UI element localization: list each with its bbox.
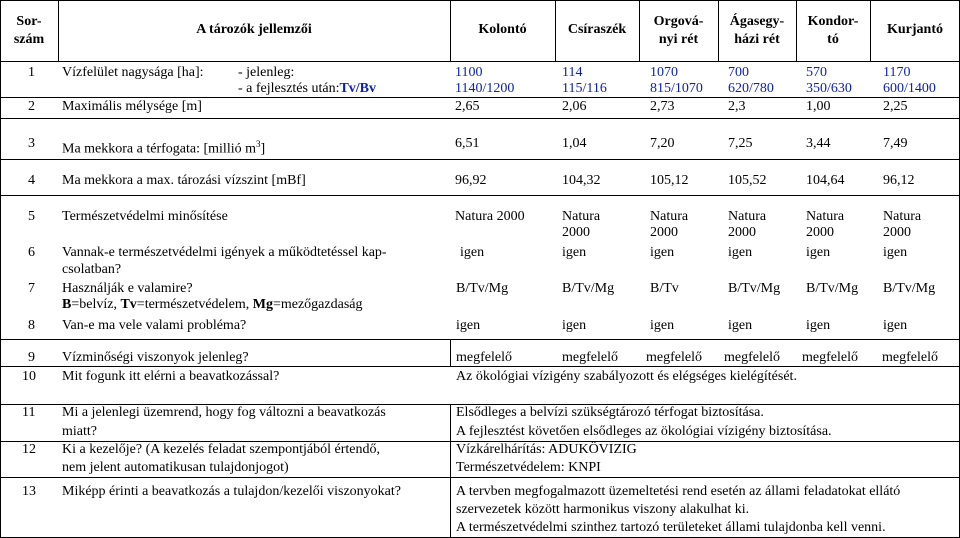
row5-kondorto-l2: 2000: [806, 225, 834, 240]
row1-now-orgovanyi: 1070: [650, 65, 678, 80]
row1-sub-dev-prefix: - a fejlesztés után:: [238, 81, 340, 96]
row5-csiraszek-l1: Natura: [562, 209, 601, 224]
header-reservoir-orgovanyi-l1: Orgová-: [653, 14, 704, 29]
row12-number: 12: [22, 442, 36, 457]
row1-dev-csiraszek: 115/116: [562, 81, 607, 96]
row7-legend-key-b: B: [62, 297, 72, 312]
row7-legend-text-tv: =természetvédelem,: [136, 297, 253, 312]
row1-sub-dev-abbr: Tv/Bv: [339, 81, 377, 96]
row8-label: Van-e ma vele valami probléma?: [62, 318, 247, 333]
row4-number: 4: [28, 173, 35, 188]
row3-csiraszek: 1,04: [562, 136, 587, 151]
row5-kurjanto-l1: Natura: [883, 209, 922, 224]
row7-number: 7: [28, 281, 35, 296]
row2-csiraszek: 2,06: [562, 99, 587, 114]
row5-agasegyhazi-l2: 2000: [728, 225, 756, 240]
row3-kondorto: 3,44: [806, 136, 831, 151]
header-reservoir-kondorto-l2: tó: [827, 32, 839, 47]
row7-label: Használják e valamire?: [62, 281, 193, 296]
row5-kolonto: Natura 2000: [455, 209, 525, 224]
row1-now-kolonto: 1100: [455, 65, 483, 80]
row7-legend-text-mg: =mezőgazdaság: [272, 297, 363, 312]
row6-csiraszek: igen: [562, 245, 587, 260]
row4-kondorto: 104,64: [806, 173, 845, 188]
row7-kurjanto: B/Tv/Mg: [883, 281, 936, 296]
row5-number: 5: [28, 209, 35, 224]
row7-kondorto: B/Tv/Mg: [806, 281, 859, 296]
row3-agasegyhazi: 7,25: [728, 136, 753, 151]
row1-now-kondorto: 570: [806, 65, 827, 80]
header-reservoir-orgovanyi-l2: nyi rét: [658, 32, 699, 47]
row9-kurjanto: megfelelő: [882, 350, 938, 365]
row2-orgovanyi: 2,73: [650, 99, 675, 114]
row1-sub-now: - jelenleg:: [238, 65, 295, 80]
row10-answer: Az ökológiai vízigény szabályozott és elégséges kielégítését.: [456, 369, 797, 384]
row12-label-l1: Ki a kezelője? (A kezelés feladat szempontjából értendő,: [62, 442, 380, 457]
row11-label-l2: miatt?: [62, 424, 97, 439]
row8-kurjanto: igen: [883, 318, 908, 333]
row8-csiraszek: igen: [562, 318, 587, 333]
row7-legend-text-b: =belvíz,: [71, 297, 121, 312]
header-reservoir-csiraszek: Csíraszék: [567, 22, 627, 37]
row2-agasegyhazi: 2,3: [728, 99, 746, 114]
row8-orgovanyi: igen: [650, 318, 675, 333]
row3-label-end: ]: [260, 141, 266, 157]
row1-dev-kolonto: 1140/1200: [455, 81, 515, 96]
row8-kolonto: igen: [456, 318, 481, 333]
row11-answer-l2: A fejlesztést követően elsődleges az ökológiai vízigény biztosítása.: [456, 424, 832, 439]
row3-label-superscript: 3: [256, 139, 261, 149]
row2-kolonto: 2,65: [455, 99, 480, 114]
row1-dev-kondorto: 350/630: [806, 81, 852, 96]
row6-number: 6: [28, 245, 35, 260]
row6-kurjanto: igen: [883, 245, 908, 260]
row12-answer-l1: Vízkárelhárítás: ADUKÖVIZIG: [456, 442, 637, 457]
row4-orgovanyi: 105,12: [650, 173, 689, 188]
header-row-number-line1: Sor-: [16, 14, 42, 29]
row9-number: 9: [28, 350, 35, 365]
row3-kurjanto: 7,49: [883, 136, 908, 151]
row9-kondorto: megfelelő: [802, 350, 858, 365]
row12-label-l2: nem jelent automatikusan tulajdonjogot): [62, 460, 289, 475]
row1-now-csiraszek: 114: [562, 65, 583, 80]
header-reservoir-kurjanto: Kurjantó: [887, 22, 943, 37]
row8-kondorto: igen: [806, 318, 831, 333]
header-reservoir-kondorto-l1: Kondor-: [807, 14, 859, 29]
row3-kolonto: 6,51: [455, 136, 480, 151]
row4-agasegyhazi: 105,52: [728, 173, 767, 188]
row10-number: 10: [22, 369, 36, 384]
row3-label: [62, 136, 265, 158]
row8-number: 8: [28, 318, 35, 333]
row13-answer-l2: szervezetek között harmonikus viszony alakulhat ki.: [456, 502, 750, 517]
row9-csiraszek: megfelelő: [562, 350, 618, 365]
row11-number: 11: [22, 405, 36, 420]
row6-agasegyhazi: igen: [728, 245, 753, 260]
row5-csiraszek-l2: 2000: [562, 225, 590, 240]
row12-answer-l2: Természetvédelem: KNPI: [456, 460, 601, 475]
row11-label-l1: Mi a jelenlegi üzemrend, hogy fog változni a beavatkozás: [62, 405, 386, 420]
header-reservoir-agasegyhazi-l1: Ágasegy-: [729, 14, 785, 29]
row1-sub-dev: [238, 81, 376, 97]
row1-dev-orgovanyi: 815/1070: [650, 81, 703, 96]
row8-agasegyhazi: igen: [728, 318, 753, 333]
header-reservoir-agasegyhazi-l2: házi rét: [734, 32, 780, 47]
row2-label: Maximális mélysége [m]: [62, 99, 202, 114]
row1-number: 1: [28, 65, 35, 80]
row13-answer-l3: A természetvédelmi szinthez tartozó területeket állami tulajdonba kell venni.: [456, 520, 886, 535]
row7-orgovanyi: B/Tv: [650, 281, 679, 296]
row1-now-kurjanto: 1170: [883, 65, 911, 80]
row2-kurjanto: 2,25: [883, 99, 908, 114]
row1-now-agasegyhazi: 700: [728, 65, 749, 80]
header-row-number-line2: szám: [13, 32, 45, 47]
row1-dev-kurjanto: 600/1400: [883, 81, 936, 96]
row7-legend-key-tv: Tv: [120, 297, 137, 312]
row9-agasegyhazi: megfelelő: [724, 350, 780, 365]
row6-label-l1: Vannak-e természetvédelmi igények a működtetéssel kap-: [62, 245, 387, 260]
row9-orgovanyi: megfelelő: [646, 350, 702, 365]
row9-label: Vízminőségi viszonyok jelenleg?: [62, 350, 249, 365]
row1-dev-agasegyhazi: 620/780: [728, 81, 774, 96]
row5-kondorto-l1: Natura: [806, 209, 845, 224]
row6-orgovanyi: igen: [650, 245, 675, 260]
row4-kurjanto: 96,12: [883, 173, 915, 188]
row6-kondorto: igen: [806, 245, 831, 260]
row4-kolonto: 96,92: [455, 173, 487, 188]
row13-label: Miképp érinti a beavatkozás a tulajdon/kezelői viszonyokat?: [62, 484, 401, 499]
row3-number: 3: [28, 136, 35, 151]
row6-label-l2: csolatban?: [62, 262, 122, 277]
row1-label: Vízfelület nagysága [ha]:: [62, 65, 204, 80]
row2-kondorto: 1,00: [806, 99, 831, 114]
row4-csiraszek: 104,32: [562, 173, 601, 188]
row5-kurjanto-l2: 2000: [883, 225, 911, 240]
row10-label: Mit fogunk itt elérni a beavatkozással?: [62, 369, 280, 384]
row11-answer-l1: Elsődleges a belvízi szükségtározó térfogat biztosítása.: [456, 405, 764, 420]
row5-label: Természetvédelmi minősítése: [62, 209, 228, 224]
row13-number: 13: [22, 484, 36, 499]
header-description: A tározók jellemzői: [196, 22, 312, 37]
row7-agasegyhazi: B/Tv/Mg: [728, 281, 781, 296]
row2-number: 2: [28, 99, 35, 114]
row5-orgovanyi-l1: Natura: [650, 209, 689, 224]
row7-legend: [62, 297, 363, 313]
row4-label: Ma mekkora a max. tározási vízszint [mBf]: [62, 173, 306, 188]
row5-orgovanyi-l2: 2000: [650, 225, 678, 240]
row5-agasegyhazi-l1: Natura: [728, 209, 767, 224]
row7-kolonto: B/Tv/Mg: [456, 281, 509, 296]
row13-answer-l1: A tervben megfogalmazott üzemeltetési rend esetén az állami feladatokat ellátó: [456, 484, 901, 499]
header-reservoir-kolonto: Kolontó: [478, 22, 527, 37]
row6-kolonto: igen: [460, 245, 485, 260]
row7-csiraszek: B/Tv/Mg: [562, 281, 615, 296]
row7-legend-key-mg: Mg: [252, 297, 273, 312]
row3-label-text: Ma mekkora a térfogata: [millió m: [62, 141, 256, 157]
row3-orgovanyi: 7,20: [650, 136, 675, 151]
row9-kolonto: megfelelő: [456, 350, 512, 365]
